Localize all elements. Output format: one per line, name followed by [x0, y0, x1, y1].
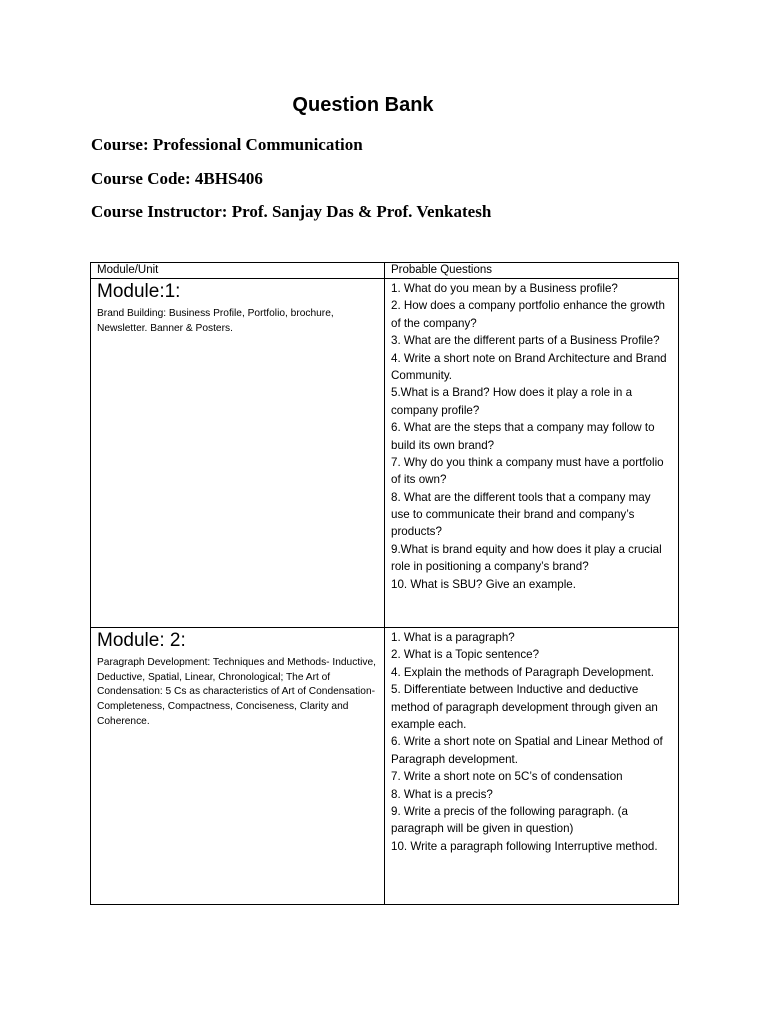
question-list	[391, 280, 672, 593]
module-description: Brand Building: Business Profile, Portfolio, brochure, Newsletter. Banner & Posters.	[97, 307, 334, 334]
questions-cell	[385, 279, 679, 628]
question-item: 4. Explain the methods of Paragraph Development.	[391, 665, 654, 679]
question-item: 6. Write a short note on Spatial and Linear Method of Paragraph development.	[391, 735, 663, 766]
questions-cell	[385, 628, 679, 905]
question-item: 9.What is brand equity and how does it play a crucial role in positioning a company’s brand?	[391, 542, 662, 574]
module-cell	[91, 628, 385, 905]
module-title: Module: 2:	[97, 630, 186, 651]
question-item: 2. What is a Topic sentence?	[391, 648, 540, 662]
module-description: Paragraph Development: Techniques and Methods- Inductive, Deductive, Spatial, Linear, Chronological; The Art of Condensation: 5 Cs as characteristics of Art of Condensation- Completeness, Compactness, Conciseness, Clarity and Coherence.	[97, 656, 377, 727]
header-probable-questions: Probable Questions	[385, 263, 679, 279]
question-item: 8. What is a precis?	[391, 787, 493, 801]
question-list	[391, 629, 672, 855]
question-item: 4. Write a short note on Brand Architecture and Brand Community.	[391, 351, 667, 382]
question-item: 2. How does a company portfolio enhance the growth of the company?	[391, 299, 665, 330]
course-name: Course: Professional Communication	[91, 135, 363, 154]
question-item: 10. What is SBU? Give an example.	[391, 577, 576, 591]
question-item: 7. Write a short note on 5C’s of condensation	[391, 770, 623, 784]
question-item: 9. Write a precis of the following paragraph. (a paragraph will be given in question)	[391, 804, 628, 836]
module-title: Module:1:	[97, 281, 181, 302]
question-item: 5.What is a Brand? How does it play a role in a company profile?	[391, 386, 633, 417]
header-module-unit: Module/Unit	[91, 263, 385, 279]
module-cell	[91, 279, 385, 628]
question-item: 10. Write a paragraph following Interruptive method.	[391, 839, 658, 853]
question-table	[90, 262, 679, 905]
question-item: 8. What are the different tools that a company may use to communicate their brand and company’s products?	[391, 490, 651, 539]
question-item: 6. What are the steps that a company may follow to build its own brand?	[391, 421, 655, 452]
course-code: Course Code: 4BHS406	[91, 169, 263, 188]
question-item: 7. Why do you think a company must have a portfolio of its own?	[391, 455, 664, 487]
table-header-row	[91, 263, 679, 279]
table-row	[91, 628, 679, 905]
question-item: 1. What is a paragraph?	[391, 631, 515, 644]
page-title: Question Bank	[292, 94, 434, 116]
question-item: 3. What are the different parts of a Business Profile?	[391, 334, 660, 348]
question-item: 5. Differentiate between Inductive and deductive method of paragraph development through given an example each.	[391, 683, 658, 731]
question-item: 1. What do you mean by a Business profile?	[391, 282, 618, 295]
table-row	[91, 279, 679, 628]
course-instructor: Course Instructor: Prof. Sanjay Das & Prof. Venkatesh	[91, 202, 492, 221]
